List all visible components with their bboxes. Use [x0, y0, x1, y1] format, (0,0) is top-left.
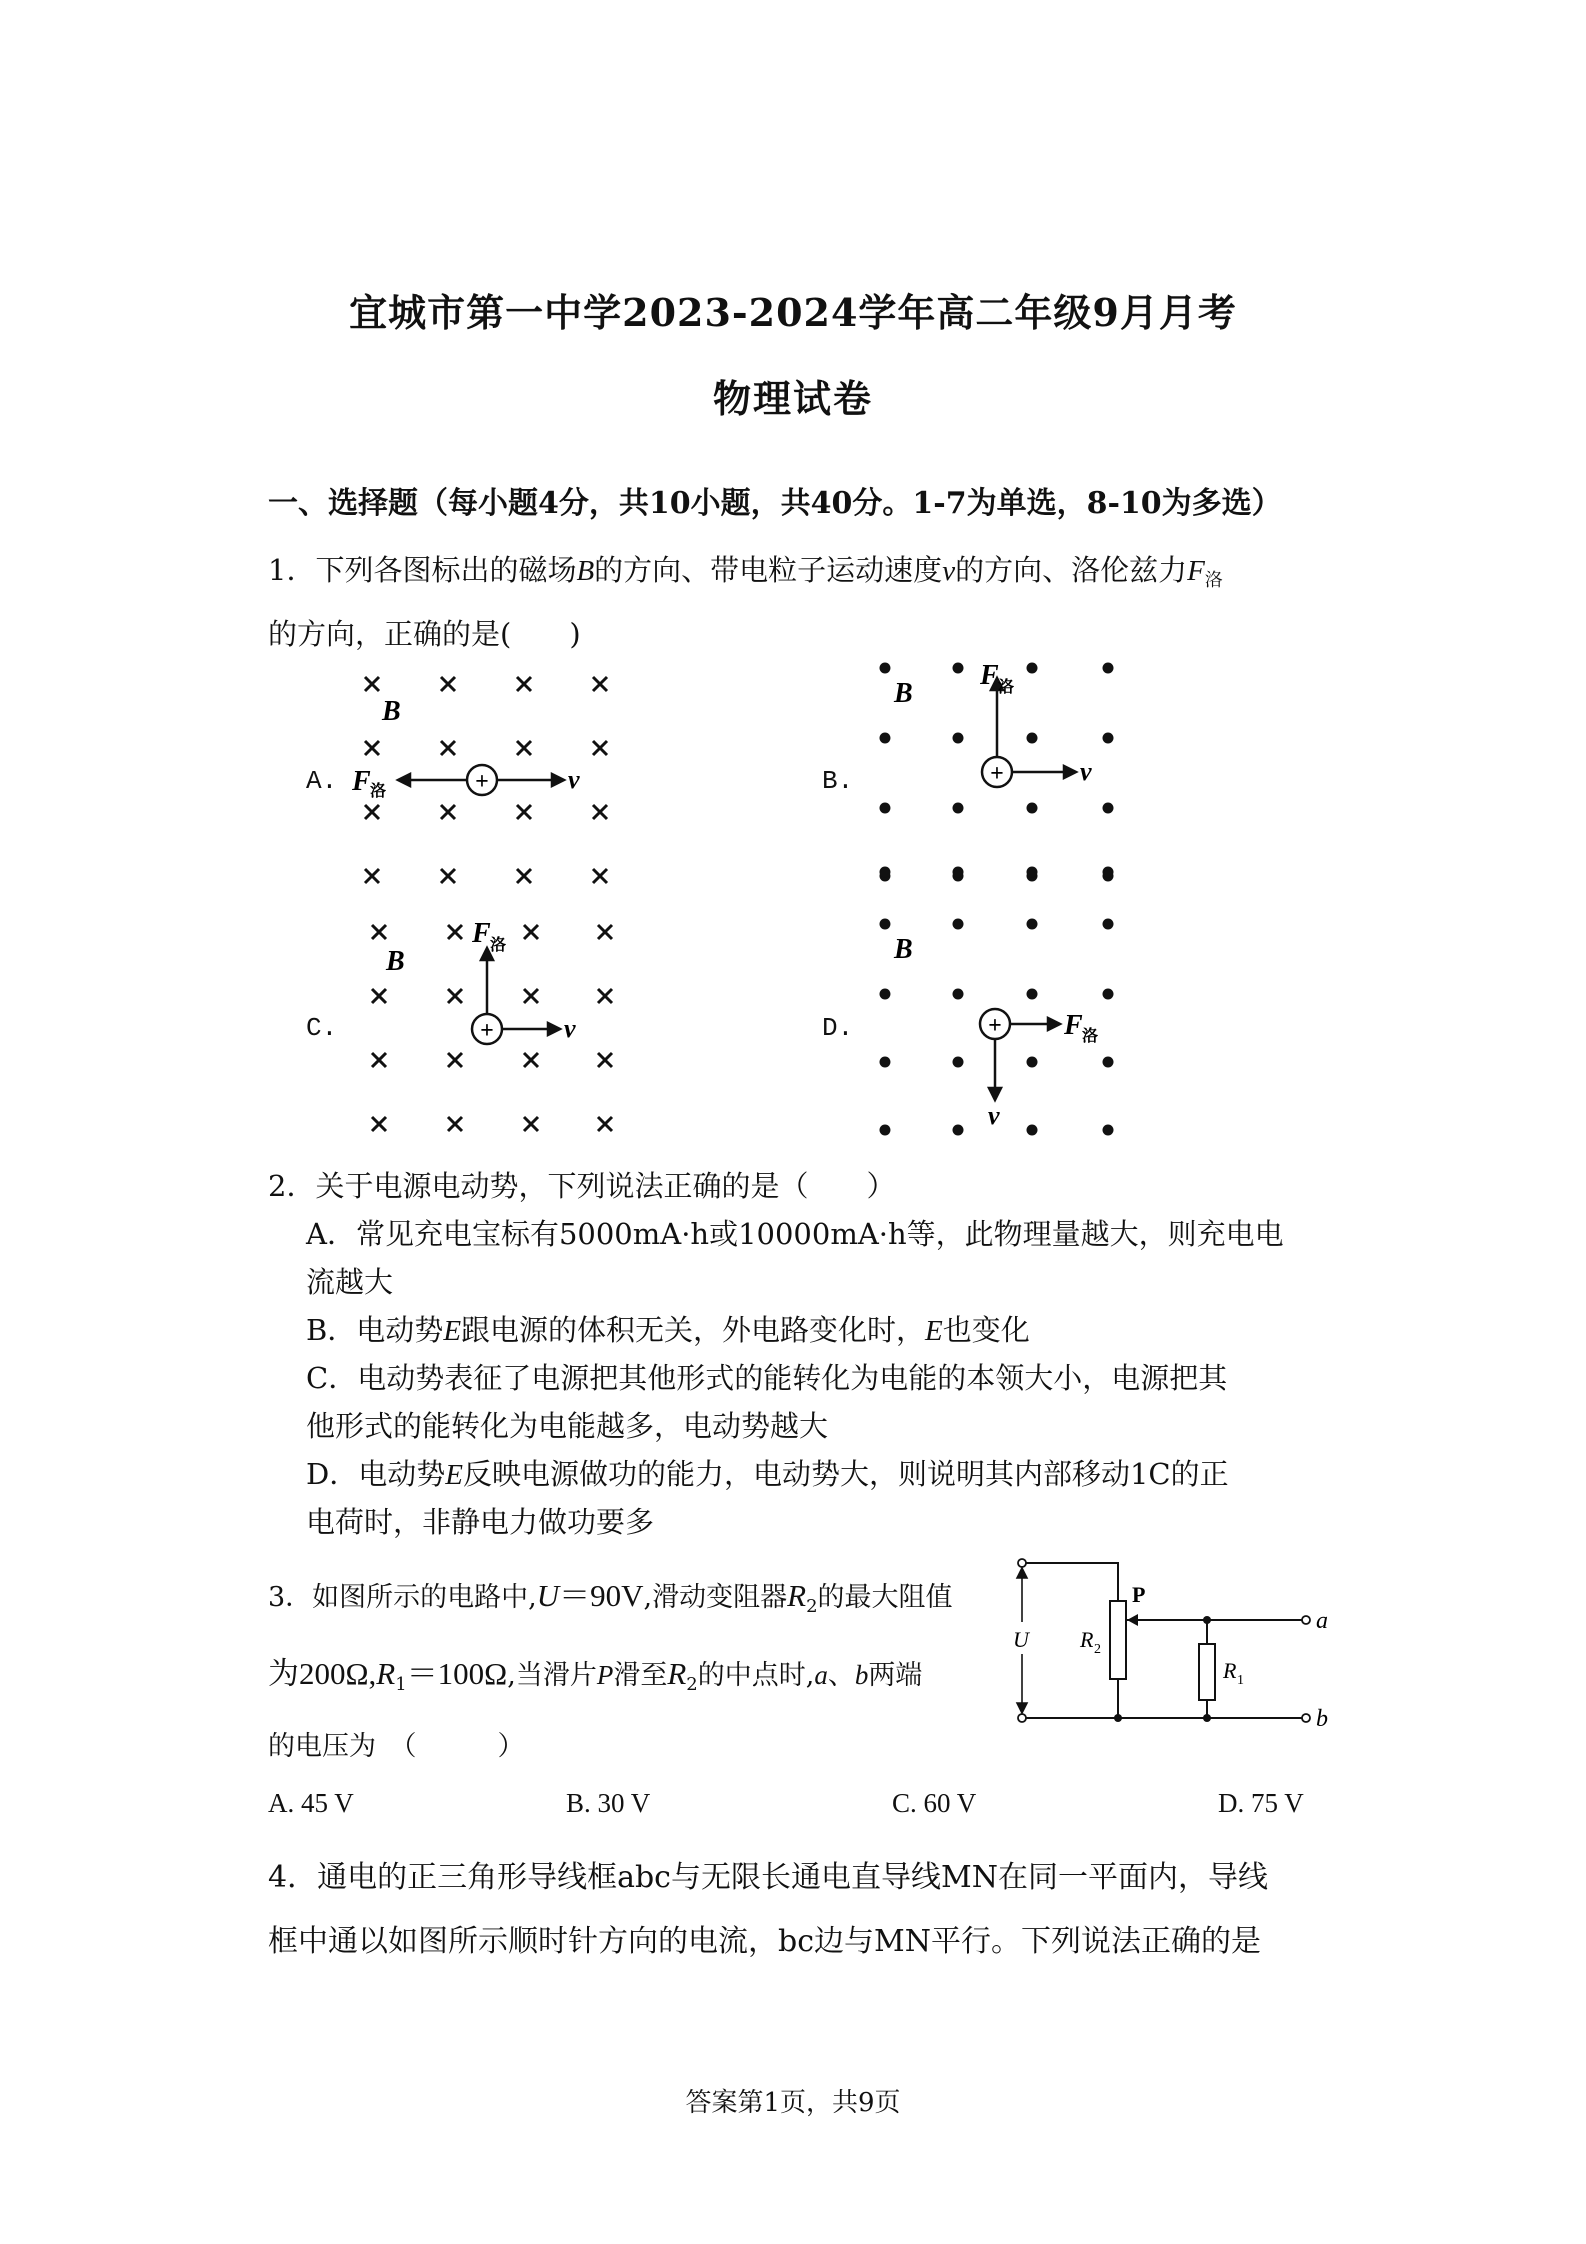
junction-dot [1114, 1714, 1122, 1722]
force-label-sub: 洛 [370, 783, 387, 800]
q1-option-c-label: C. [306, 1013, 338, 1043]
q2-option-d-line1: D．电动势E反映电源做功的能力，电动势大，则说明其内部移动1C的正 [306, 1457, 1229, 1491]
q1-figure-d [860, 858, 1140, 1154]
q2-option-a-line2: 流越大 [306, 1265, 394, 1299]
terminal-b-icon [1302, 1714, 1310, 1722]
q1-figure-c [340, 906, 640, 1146]
exam-title: 宜城市第一中学2023-2024学年高二年级9月月考 [349, 290, 1237, 335]
q3-option-c: C. 60 V [892, 1788, 977, 1818]
force-arrow [481, 948, 493, 1014]
plus-sign: + [988, 1013, 1002, 1039]
resistor-r1 [1199, 1644, 1215, 1700]
q3-stem-line3: 的电压为 （ ） [268, 1731, 525, 1762]
q3-circuit-diagram [1000, 1550, 1340, 1730]
q2-option-d-line2: 电荷时，非静电力做功要多 [306, 1505, 655, 1539]
q1-figure-b [860, 650, 1140, 890]
q3-stem-line2: 为$200\Omega,R_1=100\Omega$,当滑片P滑至$R_2$的中点时,a、b两端 [268, 1656, 923, 1695]
section-heading: 一、选择题（每小题4分，共10小题，共40分。1-7为单选，8-10为多选） [268, 486, 1282, 521]
plus-sign: + [480, 1018, 494, 1044]
q1-option-d-label: D. [822, 1013, 854, 1043]
q3-option-b: B. 30 V [566, 1788, 651, 1818]
velocity-arrow [989, 1039, 1001, 1100]
label-a: a [1316, 1608, 1328, 1634]
velocity-label: v [988, 1101, 1000, 1130]
force-label: F [352, 766, 371, 797]
force-label: F [980, 660, 999, 691]
q3-option-d: D. 75 V [1218, 1788, 1304, 1818]
circuit-wires [1022, 1563, 1302, 1718]
velocity-arrow [502, 1023, 560, 1035]
force-label-sub: 洛 [490, 937, 507, 954]
q1-stem-line1: 1．下列各图标出的磁场B的方向、带电粒子运动速度v的方向、洛伦兹力$F_洛$ [268, 553, 1223, 591]
force-label: F [1064, 1010, 1083, 1041]
var-F: F [1187, 555, 1205, 587]
q1-option-a-label: A. [306, 766, 338, 796]
q3-stem-line1: 3．如图所示的电路中,U＝90V,滑动变阻器$R_2$的最大阻值 [268, 1578, 953, 1617]
q1-figure-a [340, 660, 640, 900]
rheostat-r2 [1110, 1601, 1126, 1679]
q2-stem: 2．关于电源电动势，下列说法正确的是（ ） [268, 1169, 896, 1203]
force-arrow [398, 774, 467, 786]
terminal-icon [1018, 1559, 1026, 1567]
q2-option-c-line1: C．电动势表征了电源把其他形式的能转化为电能的本领大小，电源把其 [306, 1361, 1228, 1395]
terminal-icon [1018, 1714, 1026, 1722]
label-U: U [1013, 1627, 1029, 1652]
q2-option-a-line1: A．常见充电宝标有5000mA·h或10000mA·h等，此物理量越大，则充电电 [306, 1217, 1284, 1251]
force-label: F [472, 918, 491, 949]
q4-stem-line2: 框中通以如图所示顺时针方向的电流，bc边与MN平行。下列说法正确的是 [268, 1924, 1261, 1959]
q4-stem-line1: 4．通电的正三角形导线框abc与无限长通电直导线MN在同一平面内，导线 [268, 1860, 1268, 1895]
velocity-arrow [497, 774, 564, 786]
plus-sign: + [475, 769, 489, 795]
field-B-label: B [382, 696, 401, 727]
junction-dot [1203, 1616, 1211, 1624]
page-footer: 答案第1页，共9页 [685, 2088, 901, 2118]
label-R1-sub: 1 [1237, 1673, 1244, 1688]
label-P: P [1132, 1582, 1146, 1607]
junction-dot [1203, 1714, 1211, 1722]
force-label-sub: 洛 [998, 679, 1015, 696]
field-B-label: B [894, 934, 913, 965]
var-B: B [576, 555, 595, 587]
label-R2: R [1080, 1627, 1094, 1652]
var-v: v [942, 555, 956, 587]
label-R1: R [1223, 1658, 1237, 1683]
plus-sign: + [990, 761, 1004, 787]
label-b: b [1316, 1706, 1328, 1730]
q1-option-b-label: B. [822, 766, 854, 796]
field-B-label: B [894, 678, 913, 709]
field-B-label: B [386, 946, 405, 977]
terminal-a-icon [1302, 1616, 1310, 1624]
slider-arrow-icon [1127, 1614, 1138, 1626]
velocity-label: v [1080, 757, 1092, 786]
velocity-label: v [568, 765, 580, 794]
exam-subtitle: 物理试卷 [712, 376, 873, 421]
q2-option-c-line2: 他形式的能转化为电能越多，电动势越大 [306, 1409, 829, 1443]
q1-stem-line2: 的方向，正确的是( ) [268, 617, 581, 651]
label-R2-sub: 2 [1094, 1642, 1101, 1657]
q3-option-a: A. 45 V [268, 1788, 354, 1818]
velocity-arrow [1012, 766, 1076, 778]
force-label-sub: 洛 [1082, 1028, 1099, 1045]
q2-option-b: B．电动势E跟电源的体积无关，外电路变化时，E也变化 [306, 1313, 1030, 1347]
force-arrow [1010, 1018, 1060, 1030]
velocity-label: v [564, 1014, 576, 1043]
